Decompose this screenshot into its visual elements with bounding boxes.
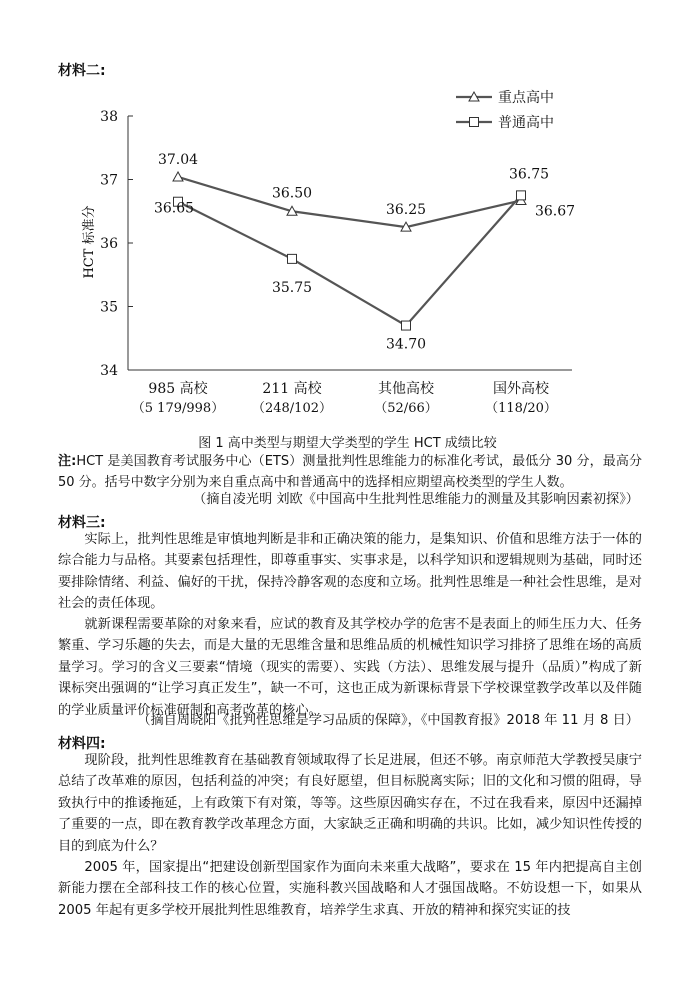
- chart-note: [58, 452, 642, 493]
- x-category-label: 国外高校: [493, 381, 549, 397]
- series-line: [178, 177, 521, 227]
- series-line: [178, 195, 521, 325]
- series-key-high-school: [158, 152, 575, 231]
- material3-paragraph-2: 就新课程需要革除的对象来看，应试的教育及其学校办学的危害不是表面上的师生压力大、任务繁重、学习乐趣的失去，而是大量的无思维含量和思维品质的机械性知识学习排挤了思维在场的高质量学习。学习的含义三要素“情境（现实的需要）、实践（方法）、思维发展与提升（品质）”构成了新课标突出强调的“让学习真正发生”，缺一不可，这也正成为新课标背景下学校课堂教学改革以及伴随的学业质量评价标准研制和高考改革的核心。: [58, 617, 642, 718]
- data-label: 36.75: [508, 166, 550, 183]
- note-text: HCT 是美国教育考试服务中心（ETS）测量批判性思维能力的标准化考试，最低分 30 分，最高分 50 分。括号中数字分别为来自重点高中和普通高中的选择相应期望高校类型的学生人数。: [58, 454, 642, 490]
- y-tick-label: 34: [100, 363, 118, 379]
- square-point: [402, 321, 411, 330]
- data-label: 35.75: [271, 279, 313, 296]
- material3-paragraph-1: 实际上，批判性思维是审慎地判断是非和正确决策的能力，是集知识、价值和思维方法于一体的综合能力与品格。其要素包括理性，即尊重事实、实事求是，以科学知识和逻辑规则为基础，同时还要排除情绪、利益、偏好的干扰，保持冷静客观的态度和立场。批判性思维是一种社会性思维，是对社会的责任体现。: [58, 532, 642, 612]
- data-label: 36.25: [385, 202, 427, 219]
- x-categories: [132, 380, 557, 416]
- figure-caption: 图 1 高中类型与期望大学类型的学生 HCT 成绩比较: [198, 436, 497, 451]
- legend-label: 普通高中: [498, 115, 554, 131]
- material4-paragraph-1: 现阶段，批判性思维教育在基础教育领域取得了长足进展，但还不够。南京师范大学教授吴康宁总结了改革难的原因，包括利益的冲突；有良好愿望，但目标脱离实际；旧的文化和习惯的阻碍，导致执行中的推诿拖延，上有政策下有对策，等等。这些原因确实存在，不过在我看来，原因中还漏掉了重要的一点，即在教育教学改革理念方面，大家缺乏正确和明确的共识。比如，减少知识性传授的目的到底为什么？: [58, 753, 642, 854]
- note-label: 注:: [58, 454, 77, 469]
- hct-line-chart: [0, 80, 695, 430]
- y-tick-label: 38: [100, 109, 118, 125]
- chart-legend: [456, 89, 554, 131]
- x-category-count: （248/102）: [251, 401, 333, 416]
- data-label: 34.70: [385, 336, 427, 353]
- data-label: 36.65: [153, 200, 195, 217]
- data-label: 36.67: [534, 203, 576, 220]
- material3-heading: 材料三:: [58, 515, 106, 531]
- material2-source: （摘自凌光明 刘欧《中国高中生批判性思维能力的测量及其影响因素初探》）: [193, 492, 639, 507]
- y-tick-label: 36: [100, 236, 118, 252]
- material3-source: （摘自周晓阳《批判性思维是学习品质的保障》，《中国教育报》2018 年 11 月 8 日）: [137, 713, 639, 728]
- legend-label: 重点高中: [498, 90, 554, 106]
- x-category-count: （118/20）: [485, 401, 557, 416]
- y-tick-label: 37: [100, 172, 118, 189]
- square-point: [517, 191, 526, 200]
- square-point: [288, 254, 297, 263]
- square-point: [470, 118, 479, 127]
- x-category-label: 其他高校: [378, 381, 434, 397]
- series-regular-high-school: [154, 166, 549, 352]
- chart-series: [154, 152, 575, 353]
- y-axis-label: HCT 标准分: [82, 205, 97, 279]
- triangle-point: [173, 172, 183, 181]
- material4-heading: 材料四:: [58, 736, 106, 752]
- data-label: 37.04: [157, 151, 199, 168]
- x-category-count: （52/66）: [374, 401, 438, 416]
- y-tick-label: 35: [100, 299, 118, 316]
- material4-paragraph-2: 2005 年，国家提出“把建设创新型国家作为面向未来重大战略”，要求在 15 年内把提高自主创新能力摆在全部科技工作的核心位置，实施科教兴国战略和人才强国战略。不妨设想一下，如果从 2005 年起有更多学校开展批判性思维教育，培养学生求真、开放的精神和探究实证的技: [58, 860, 642, 918]
- x-category-label: 211 高校: [262, 381, 322, 397]
- x-category-label: 985 高校: [148, 381, 208, 397]
- x-category-count: （5 179/998）: [131, 401, 225, 416]
- data-label: 36.50: [271, 185, 313, 202]
- material2-heading: 材料二:: [58, 63, 106, 79]
